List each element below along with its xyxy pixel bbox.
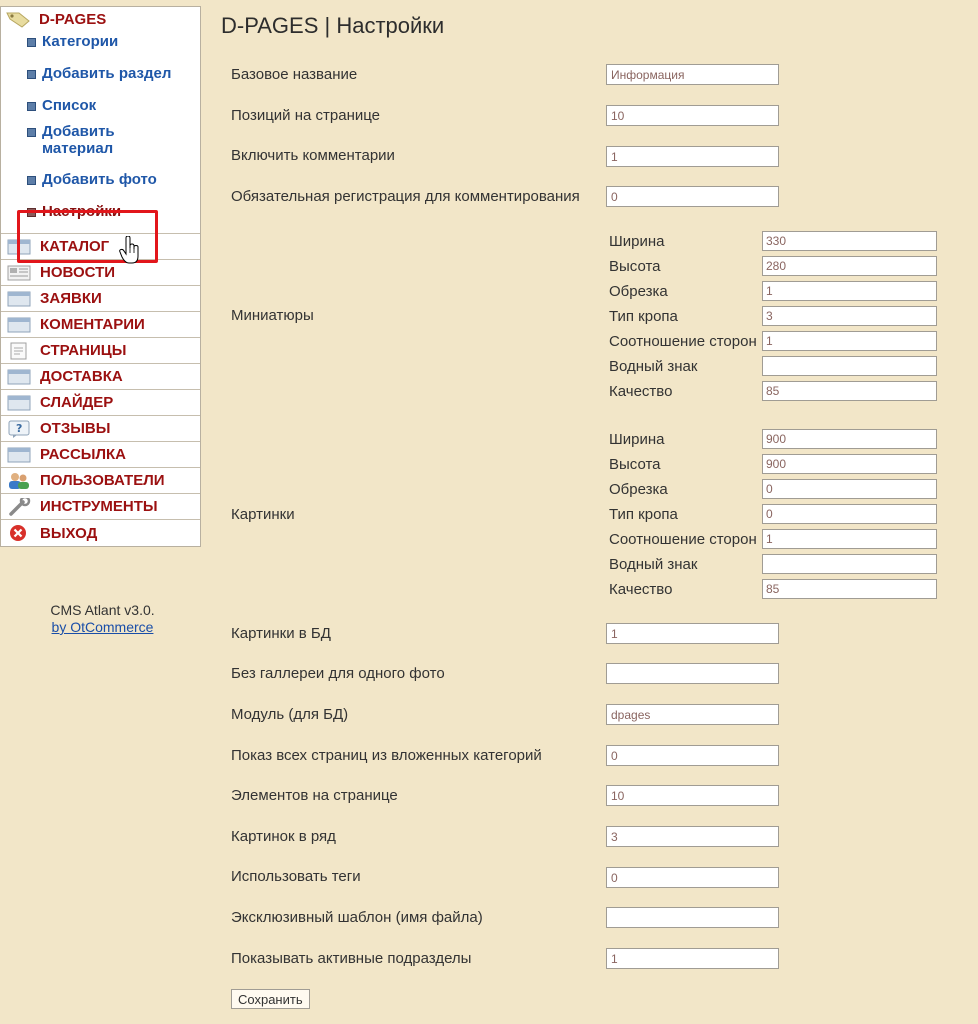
label-no-gallery: Без галлереи для одного фото xyxy=(231,665,445,682)
menu-label: ОТЗЫВЫ xyxy=(40,420,111,437)
use-tags-input[interactable] xyxy=(606,867,779,888)
menu-item-exit[interactable] xyxy=(1,520,200,546)
bullet-icon xyxy=(27,70,36,79)
images-crop-type-input[interactable] xyxy=(762,504,937,524)
menu-label: СТРАНИЦЫ xyxy=(40,342,127,359)
hand-cursor-icon xyxy=(119,236,141,266)
label-use-tags: Использовать теги xyxy=(231,868,361,885)
menu-item-tools[interactable] xyxy=(1,494,200,520)
module-header[interactable] xyxy=(1,7,200,31)
menu-label: РАССЫЛКА xyxy=(40,446,127,463)
thumbs-quality-label: Качество xyxy=(609,383,673,400)
window-icon xyxy=(7,446,31,464)
thumbs-crop-input[interactable] xyxy=(762,281,937,301)
module-title: D-PAGES xyxy=(39,10,107,28)
save-button[interactable]: Сохранить xyxy=(231,989,310,1009)
menu-item-slider[interactable] xyxy=(1,390,200,416)
images-crop-label: Обрезка xyxy=(609,481,668,498)
pages-icon xyxy=(7,342,31,360)
submenu-item-list[interactable] xyxy=(1,97,200,123)
thumbs-height-label: Высота xyxy=(609,258,661,275)
submenu-item-add-section[interactable] xyxy=(1,65,200,97)
submenu-item-add-photo[interactable] xyxy=(1,171,200,203)
submenu-label: Добавить раздел xyxy=(42,65,172,82)
thumbs-watermark-label: Водный знак xyxy=(609,358,698,375)
label-images-db: Картинки в БД xyxy=(231,625,331,642)
bullet-icon xyxy=(27,128,36,137)
menu-item-reviews[interactable] xyxy=(1,416,200,442)
images-crop-type-label: Тип кропа xyxy=(609,506,678,523)
label-show-active-sub: Показывать активные подразделы xyxy=(231,950,472,967)
images-width-input[interactable] xyxy=(762,429,937,449)
page-title: D-PAGES | Настройки xyxy=(221,13,445,38)
submenu-label: Категории xyxy=(42,33,119,50)
menu-item-news[interactable] xyxy=(1,260,200,286)
show-active-sub-input[interactable] xyxy=(606,948,779,969)
images-width-label: Ширина xyxy=(609,431,665,448)
submenu-label: Настройки xyxy=(42,203,122,220)
images-watermark-label: Водный знак xyxy=(609,556,698,573)
thumbs-watermark-input[interactable] xyxy=(762,356,937,376)
svg-text:?: ? xyxy=(16,421,23,435)
menu-item-pages[interactable] xyxy=(1,338,200,364)
elements-per-page-input[interactable] xyxy=(606,785,779,806)
menu-item-comments[interactable] xyxy=(1,312,200,338)
label-images-per-row: Картинок в ряд xyxy=(231,828,336,845)
menu-label: ПОЛЬЗОВАТЕЛИ xyxy=(40,472,165,489)
thumbs-ratio-label: Соотношение сторон xyxy=(609,333,757,350)
menu-label: ВЫХОД xyxy=(40,524,98,542)
menu-item-requests[interactable] xyxy=(1,286,200,312)
news-icon xyxy=(7,264,31,282)
bullet-icon xyxy=(27,176,36,185)
images-quality-input[interactable] xyxy=(762,579,937,599)
bullet-icon xyxy=(27,38,36,47)
tag-icon xyxy=(5,10,31,28)
cms-version: CMS Atlant v3.0. xyxy=(50,602,155,618)
menu-item-mailing[interactable] xyxy=(1,442,200,468)
submenu-item-add-material[interactable] xyxy=(1,123,200,171)
no-gallery-input[interactable] xyxy=(606,663,779,684)
wrench-icon xyxy=(7,498,31,516)
thumbs-crop-type-input[interactable] xyxy=(762,306,937,326)
show-nested-input[interactable] xyxy=(606,745,779,766)
main-menu xyxy=(1,233,200,546)
label-elements-per-page: Элементов на странице xyxy=(231,787,398,804)
thumbs-height-input[interactable] xyxy=(762,256,937,276)
exit-icon xyxy=(7,524,31,542)
submenu-label: Добавить фото xyxy=(42,171,157,188)
menu-item-delivery[interactable] xyxy=(1,364,200,390)
menu-label: НОВОСТИ xyxy=(40,264,116,281)
menu-item-users[interactable] xyxy=(1,468,200,494)
sidebar xyxy=(0,6,201,547)
thumbs-crop-type-label: Тип кропа xyxy=(609,308,678,325)
window-icon xyxy=(7,316,31,334)
images-ratio-input[interactable] xyxy=(762,529,937,549)
users-icon xyxy=(7,472,31,490)
menu-label: ДОСТАВКА xyxy=(40,368,123,385)
thumbs-width-input[interactable] xyxy=(762,231,937,251)
comments-input[interactable] xyxy=(606,146,779,167)
reg-required-input[interactable] xyxy=(606,186,779,207)
images-quality-label: Качество xyxy=(609,581,673,598)
thumbs-crop-label: Обрезка xyxy=(609,283,668,300)
label-module-db: Модуль (для БД) xyxy=(231,706,349,723)
thumbs-ratio-input[interactable] xyxy=(762,331,937,351)
submenu xyxy=(1,31,200,233)
bullet-icon xyxy=(27,102,36,111)
label-show-nested: Показ всех страниц из вложенных категорий xyxy=(231,747,542,764)
submenu-item-categories[interactable] xyxy=(1,33,200,65)
window-icon xyxy=(7,290,31,308)
window-icon xyxy=(7,394,31,412)
submenu-label: Добавить материал xyxy=(42,123,115,157)
footer xyxy=(0,602,205,636)
thumbs-quality-input[interactable] xyxy=(762,381,937,401)
module-db-input[interactable] xyxy=(606,704,779,725)
label-per-page: Позиций на странице xyxy=(231,107,381,124)
window-icon xyxy=(7,368,31,386)
vendor-link[interactable]: by OtCommerce xyxy=(51,619,154,635)
images-height-label: Высота xyxy=(609,456,661,473)
menu-label: СЛАЙДЕР xyxy=(40,394,114,411)
thumbs-width-label: Ширина xyxy=(609,233,665,250)
label-comments: Включить комментарии xyxy=(231,147,395,164)
menu-label: КАТАЛОГ xyxy=(40,238,110,255)
images-height-input[interactable] xyxy=(762,454,937,474)
menu-label: ЗАЯВКИ xyxy=(40,290,102,307)
label-reg-required: Обязательная регистрация для комментирования xyxy=(231,188,580,205)
label-thumbs: Миниатюры xyxy=(231,307,314,324)
images-db-input[interactable] xyxy=(606,623,779,644)
base-name-input[interactable] xyxy=(606,64,779,85)
images-per-row-input[interactable] xyxy=(606,826,779,847)
label-exclusive-tpl: Эксклюзивный шаблон (имя файла) xyxy=(231,909,483,926)
label-images: Картинки xyxy=(231,506,295,523)
label-base-name: Базовое название xyxy=(231,66,358,83)
menu-label: КОМЕНТАРИИ xyxy=(40,316,145,333)
help-icon xyxy=(7,420,31,438)
images-crop-input[interactable] xyxy=(762,479,937,499)
submenu-label: Список xyxy=(42,97,97,114)
menu-label: ИНСТРУМЕНТЫ xyxy=(40,498,158,515)
images-watermark-input[interactable] xyxy=(762,554,937,574)
images-ratio-label: Соотношение сторон xyxy=(609,531,757,548)
exclusive-tpl-input[interactable] xyxy=(606,907,779,928)
per-page-input[interactable] xyxy=(606,105,779,126)
